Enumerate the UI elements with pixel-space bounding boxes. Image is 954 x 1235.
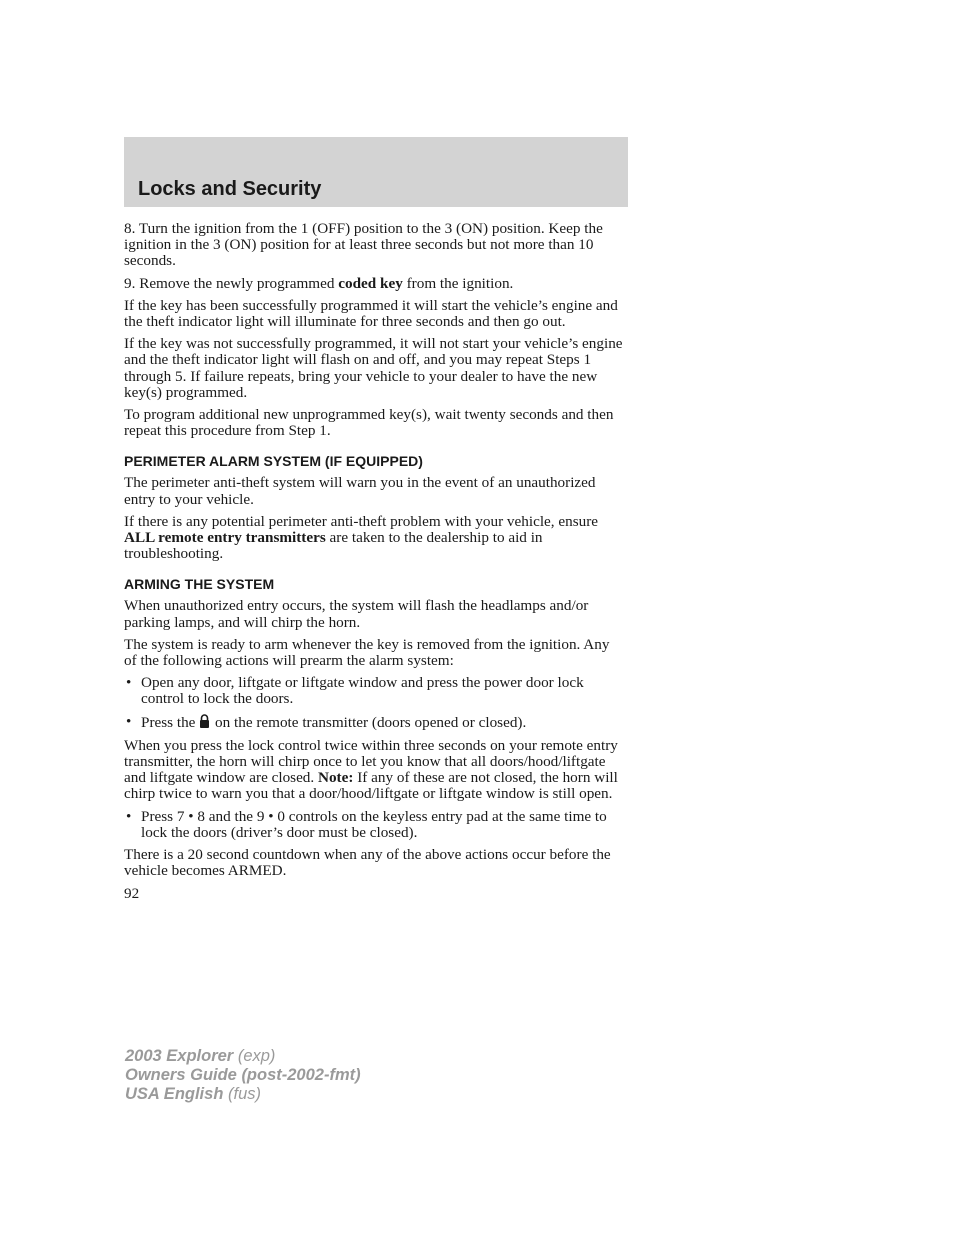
arming-paragraph-3: When you press the lock control twice within three seconds on your remote entry transmitter, the horn will chirp once to let you know that all doors/hood/liftgate and liftgate window are closed. Note: If any of these are not closed, the horn will chirp twice to warn you that a door/hood/liftgate or liftgate window is still open. (124, 736, 618, 803)
failure-paragraph: If the key was not successfully programmed, it will not start your vehicle’s engine and the theft indicator light will flash on and off, and you may repeat Steps 1 through 5. If failure repeats, bring your vehicle to your dealer to have the new key(s) programmed. (124, 335, 623, 401)
perimeter-paragraph-2: If there is any potential perimeter anti-theft problem with your vehicle, ensure ALL remote entry transmitters are taken to the dealership to aid in troubleshooting. (124, 512, 599, 563)
prearm-actions-list (124, 675, 624, 732)
section-header-band (124, 137, 628, 207)
additional-keys-paragraph: To program additional new unprogrammed key(s), wait twenty seconds and then repeat this procedure from Step 1. (124, 406, 614, 440)
document-footer (125, 1047, 361, 1104)
section-title: Locks and Security (138, 178, 322, 200)
footer-line-language: USA English (fus) (125, 1085, 261, 1103)
step-8: 8. Turn the ignition from the 1 (OFF) position to the 3 (ON) position. Keep the ignition in the 3 (ON) position for at least three seconds but not more than 10 seconds. (124, 220, 603, 270)
footer-line-model: 2003 Explorer (exp) (125, 1047, 276, 1065)
note-label: Note: (318, 769, 354, 787)
arming-paragraph-2: The system is ready to arm whenever the key is removed from the ignition. Any of the following actions will prearm the alarm system: (124, 635, 610, 670)
perimeter-alarm-heading: PERIMETER ALARM SYSTEM (IF EQUIPPED) (124, 453, 423, 470)
page-content (124, 221, 624, 908)
lock-icon (199, 714, 210, 732)
step-9: 9. Remove the newly programmed coded key from the ignition. (124, 274, 514, 292)
list-item: • Press 7 • 8 and the 9 • 0 controls on the keyless entry pad at the same time to lock the doors (driver’s door must be closed). (124, 809, 624, 841)
perimeter-paragraph-1: The perimeter anti-theft system will warn you in the event of an unauthorized entry to your vehicle. (124, 474, 596, 508)
arming-paragraph-1: When unauthorized entry occurs, the system will flash the headlamps and/or parking lamps, and will chirp the horn. (124, 597, 589, 631)
remote-transmitters-term: ALL remote entry transmitters (124, 529, 326, 547)
list-item: • Open any door, liftgate or liftgate window and press the power door lock control to lock the doors. (124, 675, 624, 707)
arming-system-heading: ARMING THE SYSTEM (124, 576, 275, 593)
success-paragraph: If the key has been successfully programmed it will start the vehicle’s engine and the theft indicator light will illuminate for three seconds and then go out. (124, 296, 618, 331)
arming-paragraph-4: There is a 20 second countdown when any of the above actions occur before the vehicle becomes ARMED. (124, 846, 611, 880)
keypad-actions-list (124, 809, 624, 841)
footer-line-guide: Owners Guide (post-2002-fmt) (125, 1066, 361, 1084)
list-item: • Press the on the remote transmitter (doors opened or closed). (124, 714, 624, 732)
coded-key-term: coded key (338, 274, 403, 292)
page-number: 92 (124, 884, 140, 902)
